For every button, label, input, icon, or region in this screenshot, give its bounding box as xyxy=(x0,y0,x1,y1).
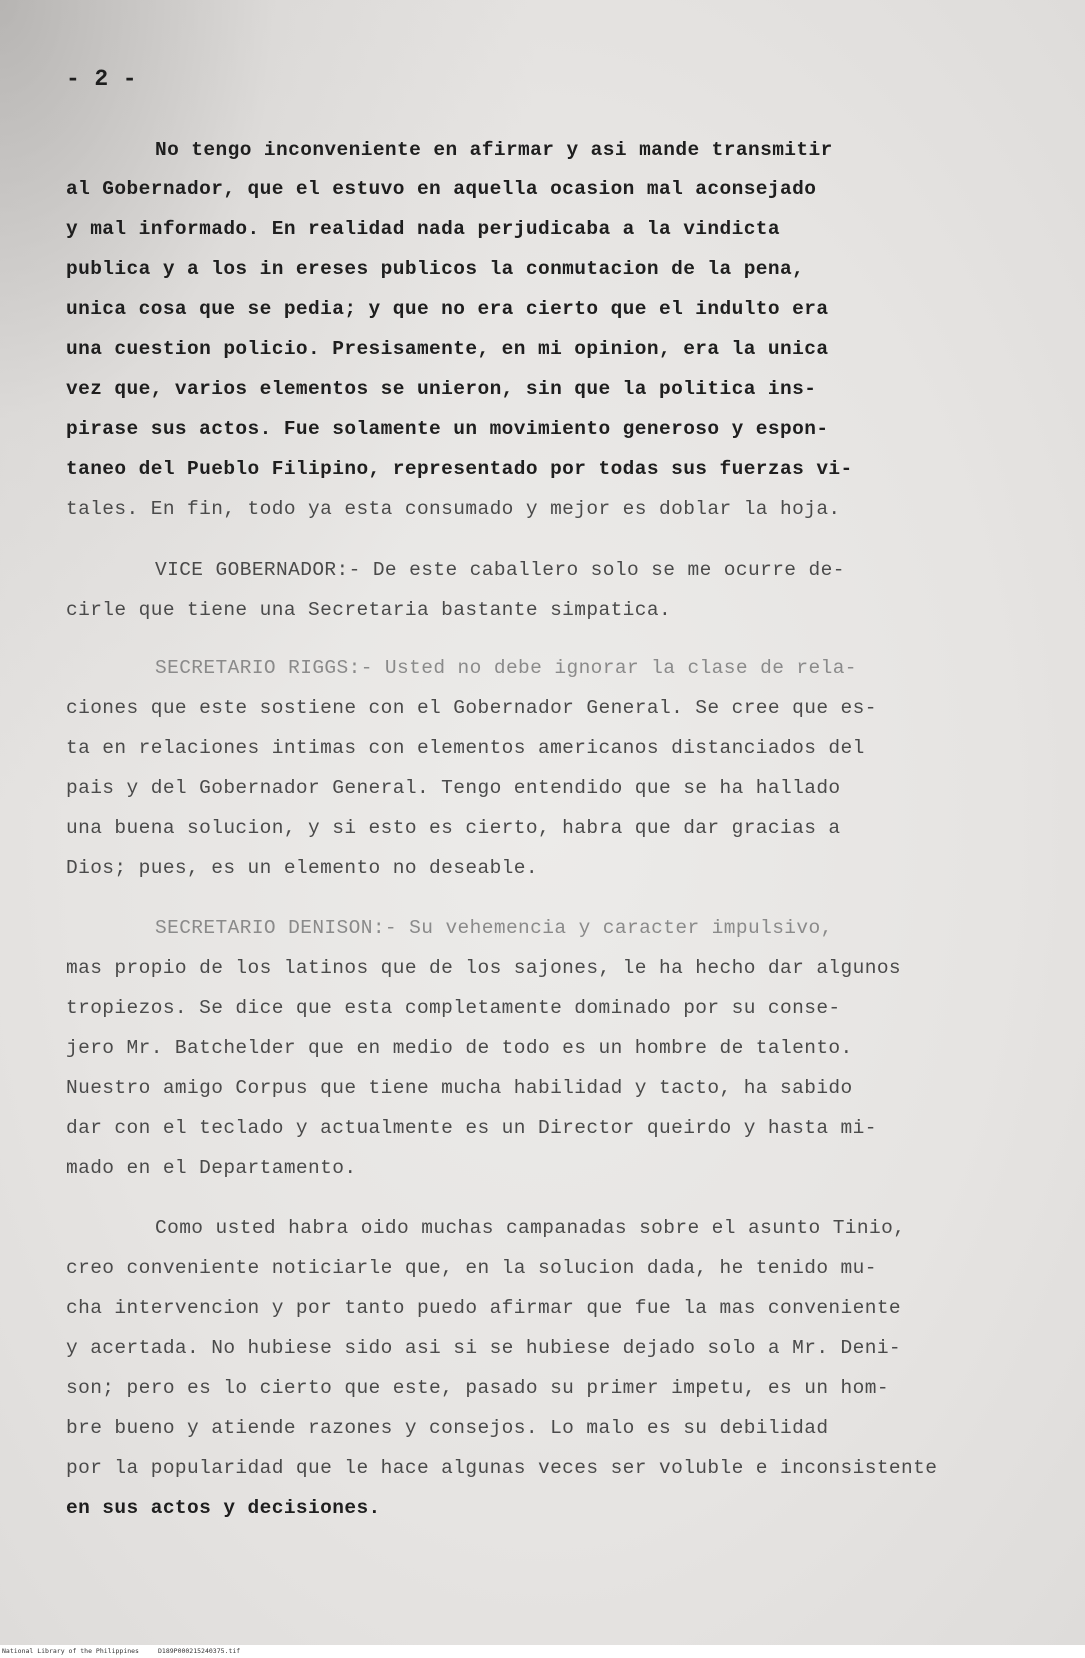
text-line: SECRETARIO DENISON:- Su vehemencia y caracter impulsivo, xyxy=(155,917,833,939)
scan-footer xyxy=(0,1645,1085,1658)
text-line: Como usted habra oido muchas campanadas sobre el asunto Tinio, xyxy=(155,1217,906,1239)
text-line: VICE GOBERNADOR:- De este caballero solo se me ocurre de- xyxy=(155,559,845,581)
page-number: - 2 - xyxy=(66,66,138,92)
text-line: una cuestion policio. Presisamente, en mi opinion, era la unica xyxy=(66,338,829,360)
text-line: en sus actos y decisiones. xyxy=(66,1497,381,1519)
file-id: D189P000215240375.tif xyxy=(158,1647,241,1655)
text-line: Dios; pues, es un elemento no deseable. xyxy=(66,857,538,879)
text-line: vez que, varios elementos se unieron, sin que la politica ins- xyxy=(66,378,817,400)
text-line: jero Mr. Batchelder que en medio de todo es un hombre de talento. xyxy=(66,1037,853,1059)
text-line: tropiezos. Se dice que esta completamente dominado por su conse- xyxy=(66,997,841,1019)
text-line: por la popularidad que le hace algunas veces ser voluble e inconsistente xyxy=(66,1457,938,1479)
text-line: taneo del Pueblo Filipino, representado por todas sus fuerzas vi- xyxy=(66,458,853,480)
text-line: No tengo inconveniente en afirmar y asi mande transmitir xyxy=(155,139,833,161)
text-line: publica y a los in ereses publicos la conmutacion de la pena, xyxy=(66,258,805,280)
text-line: una buena solucion, y si esto es cierto, habra que dar gracias a xyxy=(66,817,841,839)
text-line: unica cosa que se pedia; y que no era cierto que el indulto era xyxy=(66,298,829,320)
text-line: ta en relaciones intimas con elementos americanos distanciados del xyxy=(66,737,865,759)
text-line: al Gobernador, que el estuvo en aquella ocasion mal aconsejado xyxy=(66,178,817,200)
text-line: mas propio de los latinos que de los sajones, le ha hecho dar algunos xyxy=(66,957,902,979)
text-line: pirase sus actos. Fue solamente un movimiento generoso y espon- xyxy=(66,418,829,440)
text-line: bre bueno y atiende razones y consejos. Lo malo es su debilidad xyxy=(66,1417,829,1439)
text-line: ciones que este sostiene con el Gobernador General. Se cree que es- xyxy=(66,697,877,719)
text-line: tales. En fin, todo ya esta consumado y mejor es doblar la hoja. xyxy=(66,498,841,520)
text-line: son; pero es lo cierto que este, pasado su primer impetu, es un hom- xyxy=(66,1377,889,1399)
text-line: cirle que tiene una Secretaria bastante simpatica. xyxy=(66,599,672,621)
library-name: National Library of the Philippines xyxy=(2,1647,139,1655)
text-line: SECRETARIO RIGGS:- Usted no debe ignorar la clase de rela- xyxy=(155,657,857,679)
text-line: creo conveniente noticiarle que, en la solucion dada, he tenido mu- xyxy=(66,1257,877,1279)
text-line: cha intervencion y por tanto puedo afirmar que fue la mas conveniente xyxy=(66,1297,902,1319)
text-line: Nuestro amigo Corpus que tiene mucha habilidad y tacto, ha sabido xyxy=(66,1077,853,1099)
text-line: y mal informado. En realidad nada perjudicaba a la vindicta xyxy=(66,218,781,240)
text-line: mado en el Departamento. xyxy=(66,1157,357,1179)
text-line: y acertada. No hubiese sido asi si se hubiese dejado solo a Mr. Deni- xyxy=(66,1337,902,1359)
text-line: dar con el teclado y actualmente es un Director queirdo y hasta mi- xyxy=(66,1117,877,1139)
text-line: pais y del Gobernador General. Tengo entendido que se ha hallado xyxy=(66,777,841,799)
